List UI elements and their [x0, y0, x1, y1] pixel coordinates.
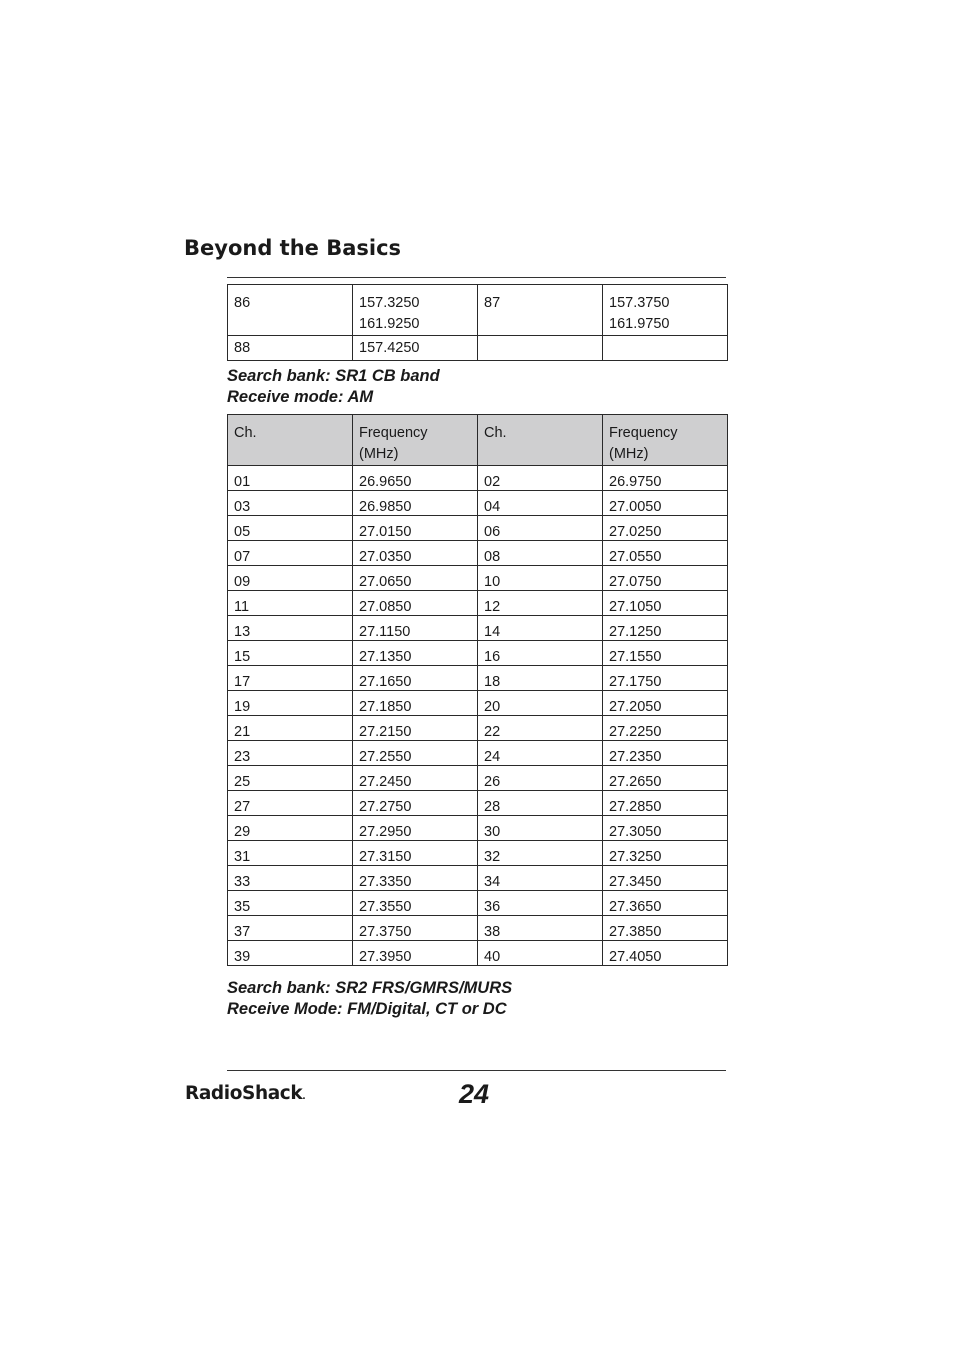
frequency-cell: 27.1150	[353, 616, 478, 641]
channel-cell: 21	[228, 716, 353, 741]
channel-cell: 17	[228, 666, 353, 691]
frequency-cell: 27.3650	[603, 891, 728, 916]
frequency-header: Frequency (MHz)	[353, 415, 478, 466]
channel-cell: 10	[478, 566, 603, 591]
frequency-cell: 27.3950	[353, 941, 478, 966]
cb-band-frequency-table	[227, 414, 728, 966]
frequency-cell: 26.9650	[353, 466, 478, 491]
channel-cell: 40	[478, 941, 603, 966]
channel-cell: 34	[478, 866, 603, 891]
frequency-cell: 27.2150	[353, 716, 478, 741]
table-header-row	[228, 415, 728, 466]
brand-dot: .	[302, 1092, 306, 1102]
frequency-cell: 27.1850	[353, 691, 478, 716]
table-row	[228, 666, 728, 691]
channel-cell: 23	[228, 741, 353, 766]
table-row	[228, 891, 728, 916]
channel-cell: 01	[228, 466, 353, 491]
frequency-cell: 27.0350	[353, 541, 478, 566]
cb-search-bank-label: Search bank: SR1 CB band	[227, 367, 440, 385]
frequency-cell: 27.3550	[353, 891, 478, 916]
channel-cell: 88	[228, 336, 353, 361]
frequency-cell: 27.2550	[353, 741, 478, 766]
table-row	[228, 541, 728, 566]
cb-receive-mode-label: Receive mode: AM	[227, 388, 374, 406]
channel-cell: 04	[478, 491, 603, 516]
table-row	[228, 285, 728, 336]
table-row	[228, 336, 728, 361]
frequency-cell: 27.2450	[353, 766, 478, 791]
frequency-cell: 27.0050	[603, 491, 728, 516]
frequency-cell: 27.2950	[353, 816, 478, 841]
channel-cell: 06	[478, 516, 603, 541]
channel-cell: 13	[228, 616, 353, 641]
frequency-cell: 27.3350	[353, 866, 478, 891]
channel-cell: 14	[478, 616, 603, 641]
channel-cell: 18	[478, 666, 603, 691]
frs-receive-mode-label: Receive Mode: FM/Digital, CT or DC	[227, 1000, 507, 1018]
channel-cell: 31	[228, 841, 353, 866]
table-row	[228, 516, 728, 541]
frequency-cell: 27.0750	[603, 566, 728, 591]
brand-logo	[185, 1083, 305, 1104]
brand-name: RadioShack	[185, 1083, 303, 1104]
table-row	[228, 591, 728, 616]
channel-cell: 09	[228, 566, 353, 591]
frequency-cell: 27.3750	[353, 916, 478, 941]
channel-cell: 12	[478, 591, 603, 616]
table-row	[228, 491, 728, 516]
channel-cell: 16	[478, 641, 603, 666]
frequency-cell: 27.1350	[353, 641, 478, 666]
cb-caption	[227, 366, 440, 408]
frequency-cell: 27.1050	[603, 591, 728, 616]
channel-cell: 33	[228, 866, 353, 891]
frequency-cell: 26.9850	[353, 491, 478, 516]
channel-cell: 25	[228, 766, 353, 791]
frequency-cell: 26.9750	[603, 466, 728, 491]
table-row	[228, 616, 728, 641]
section-title: Beyond the Basics	[184, 236, 402, 260]
frequency-cell: 27.2250	[603, 716, 728, 741]
table-row	[228, 941, 728, 966]
channel-cell: 86	[228, 285, 353, 336]
table-row	[228, 716, 728, 741]
table-row	[228, 866, 728, 891]
channel-cell: 20	[478, 691, 603, 716]
channel-cell: 24	[478, 741, 603, 766]
frequency-cell: 27.3250	[603, 841, 728, 866]
channel-cell: 27	[228, 791, 353, 816]
table-row	[228, 691, 728, 716]
table-row	[228, 791, 728, 816]
channel-header: Ch.	[478, 415, 603, 466]
channel-cell: 26	[478, 766, 603, 791]
table-row	[228, 766, 728, 791]
channel-cell	[478, 336, 603, 361]
frequency-cell	[603, 336, 728, 361]
footer-divider	[227, 1070, 726, 1071]
frequency-cell: 27.2750	[353, 791, 478, 816]
frequency-cell: 27.3050	[603, 816, 728, 841]
table-row	[228, 641, 728, 666]
channel-cell: 15	[228, 641, 353, 666]
channel-cell: 36	[478, 891, 603, 916]
table-row	[228, 466, 728, 491]
frequency-cell: 27.2350	[603, 741, 728, 766]
frequency-cell: 27.1750	[603, 666, 728, 691]
channel-cell: 30	[478, 816, 603, 841]
channel-cell: 39	[228, 941, 353, 966]
frequency-cell: 27.0850	[353, 591, 478, 616]
header-divider	[227, 277, 726, 278]
frequency-cell: 27.3850	[603, 916, 728, 941]
channel-cell: 05	[228, 516, 353, 541]
table-row	[228, 741, 728, 766]
channel-cell: 38	[478, 916, 603, 941]
frequency-cell: 27.2050	[603, 691, 728, 716]
channel-cell: 32	[478, 841, 603, 866]
frs-caption	[227, 978, 512, 1020]
frequency-header: Frequency (MHz)	[603, 415, 728, 466]
frequency-cell: 27.1550	[603, 641, 728, 666]
frequency-cell: 27.2850	[603, 791, 728, 816]
channel-cell: 07	[228, 541, 353, 566]
channel-cell: 35	[228, 891, 353, 916]
channel-cell: 08	[478, 541, 603, 566]
frequency-cell: 157.3250 161.9250	[353, 285, 478, 336]
table-row	[228, 916, 728, 941]
frequency-cell: 27.4050	[603, 941, 728, 966]
channel-cell: 02	[478, 466, 603, 491]
channel-cell: 19	[228, 691, 353, 716]
frequency-cell: 27.3150	[353, 841, 478, 866]
frequency-cell: 27.0250	[603, 516, 728, 541]
channel-cell: 87	[478, 285, 603, 336]
channel-cell: 03	[228, 491, 353, 516]
frequency-cell: 27.0550	[603, 541, 728, 566]
frequency-cell: 157.4250	[353, 336, 478, 361]
table-row	[228, 566, 728, 591]
frequency-cell: 27.0650	[353, 566, 478, 591]
frequency-cell: 27.1650	[353, 666, 478, 691]
channel-header: Ch.	[228, 415, 353, 466]
frequency-cell: 27.2650	[603, 766, 728, 791]
channel-cell: 37	[228, 916, 353, 941]
channel-cell: 28	[478, 791, 603, 816]
channel-cell: 22	[478, 716, 603, 741]
channel-cell: 11	[228, 591, 353, 616]
frs-search-bank-label: Search bank: SR2 FRS/GMRS/MURS	[227, 979, 513, 997]
table-row	[228, 841, 728, 866]
channel-cell: 29	[228, 816, 353, 841]
frequency-cell: 157.3750 161.9750	[603, 285, 728, 336]
frequency-cell: 27.3450	[603, 866, 728, 891]
table-row	[228, 816, 728, 841]
frequency-cell: 27.0150	[353, 516, 478, 541]
frequency-cell: 27.1250	[603, 616, 728, 641]
continued-frequency-table	[227, 284, 728, 361]
page-number: 24	[459, 1079, 490, 1109]
